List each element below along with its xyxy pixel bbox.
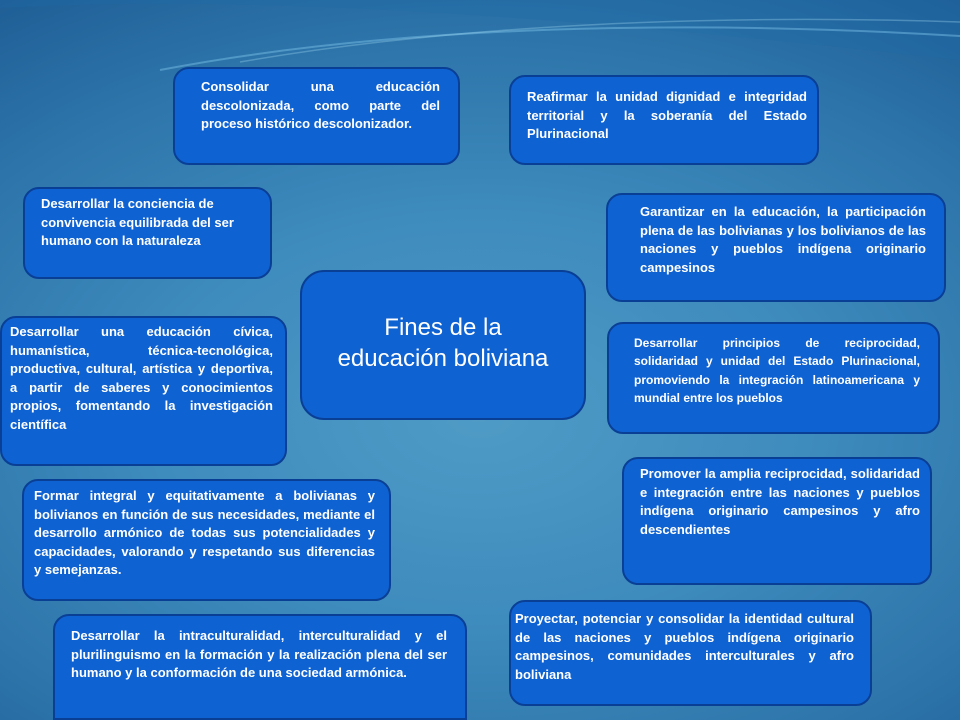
aim-box-formar xyxy=(22,479,391,601)
aim-box-proyectar xyxy=(509,600,872,706)
aim-text: Reafirmar la unidad dignidad e integridad territorial y la soberanía del Estado Plurinacional xyxy=(527,89,807,142)
aim-box-principios xyxy=(607,322,940,434)
aim-text: Desarrollar principios de reciprocidad, solidaridad y unidad del Estado Plurinacional, promoviendo la integración latinoamericana y mundial entre los pueblos xyxy=(634,336,920,406)
central-topic-box xyxy=(300,270,586,420)
aim-text: Consolidar una educación descolonizada, como parte del proceso histórico descolonizador. xyxy=(201,79,440,132)
aim-box-consolidar xyxy=(173,67,460,165)
aim-text: Formar integral y equitativamente a bolivianas y bolivianos en función de sus necesidades, mediante el desarrollo armónico de todas sus potencialidades y capacidades, valorando y respetando sus diferencias y semejanzas. xyxy=(34,488,375,578)
central-topic-line2: educación boliviana xyxy=(337,345,549,372)
aim-box-intraculturalidad xyxy=(53,614,467,720)
aim-text: Garantizar en la educación, la participación plena de las bolivianas y los bolivianos de las naciones y pueblos indígena originario campesinos xyxy=(640,204,926,275)
aim-box-garantizar xyxy=(606,193,946,302)
aim-text: Desarrollar una educación cívica, humanística, técnica-tecnológica, productiva, cultural, artística y deportiva, a partir de saberes y conocimientos propios, fomentando la investigación científica xyxy=(10,324,273,432)
central-topic-line1: Fines de la xyxy=(384,314,502,341)
aim-box-conciencia xyxy=(23,187,272,279)
aim-text: Promover la amplia reciprocidad, solidaridad e integración entre las naciones y pueblos indígena originario campesinos y afro descendientes xyxy=(640,466,920,537)
aim-text: Desarrollar la conciencia de convivencia equilibrada del ser humano con la naturaleza xyxy=(41,196,234,249)
aim-box-civica xyxy=(0,316,287,466)
aim-box-reafirmar xyxy=(509,75,819,165)
aim-text: Desarrollar la intraculturalidad, interculturalidad y el plurilinguismo en la formación y la realización plena del ser humano y la conformación de una sociedad armónica. xyxy=(71,628,447,681)
aim-text: Proyectar, potenciar y consolidar la identidad cultural de las naciones y pueblos indígena originario campesinos, comunidades interculturales y afro boliviana xyxy=(515,611,854,682)
aim-box-promover xyxy=(622,457,932,585)
